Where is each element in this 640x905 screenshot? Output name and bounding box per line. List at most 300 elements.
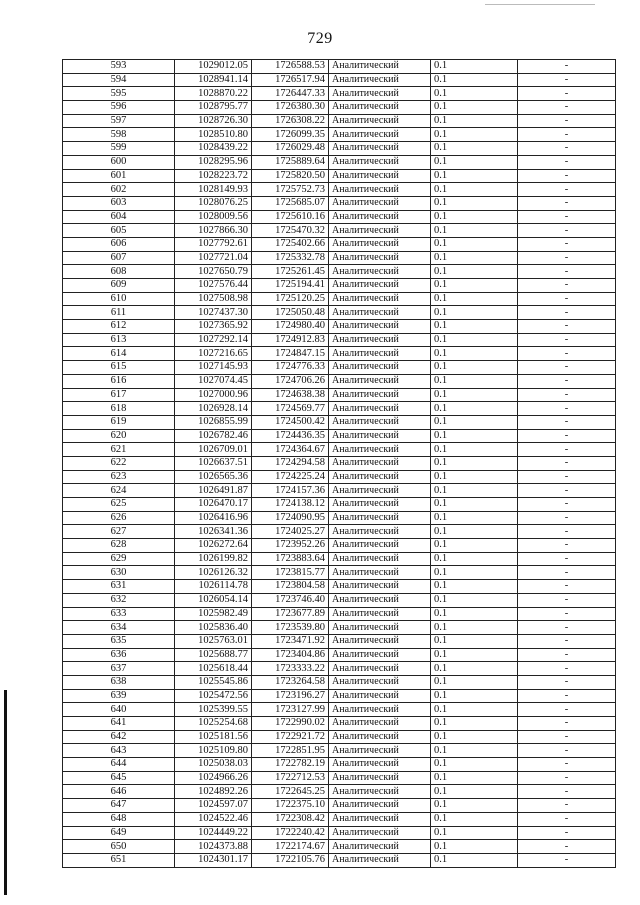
- top-edge-rule: [485, 4, 595, 5]
- y-coordinate-cell: 1724436.35: [252, 429, 329, 443]
- accuracy-cell: 0.1: [431, 511, 518, 525]
- coordinates-table-body: [63, 60, 616, 868]
- method-cell: Аналитический: [329, 552, 431, 566]
- accuracy-cell: 0.1: [431, 237, 518, 251]
- table-row: [63, 703, 616, 717]
- y-coordinate-cell: 1725470.32: [252, 224, 329, 238]
- method-cell: Аналитический: [329, 812, 431, 826]
- y-coordinate-cell: 1725332.78: [252, 251, 329, 265]
- table-row: [63, 87, 616, 101]
- x-coordinate-cell: 1027721.04: [175, 251, 252, 265]
- point-number-cell: 605: [63, 224, 175, 238]
- x-coordinate-cell: 1025618.44: [175, 662, 252, 676]
- y-coordinate-cell: 1724090.95: [252, 511, 329, 525]
- note-cell: -: [518, 634, 616, 648]
- accuracy-cell: 0.1: [431, 210, 518, 224]
- method-cell: Аналитический: [329, 799, 431, 813]
- point-number-cell: 620: [63, 429, 175, 443]
- method-cell: Аналитический: [329, 73, 431, 87]
- x-coordinate-cell: 1026637.51: [175, 456, 252, 470]
- accuracy-cell: 0.1: [431, 607, 518, 621]
- note-cell: -: [518, 456, 616, 470]
- accuracy-cell: 0.1: [431, 265, 518, 279]
- accuracy-cell: 0.1: [431, 196, 518, 210]
- x-coordinate-cell: 1027000.96: [175, 388, 252, 402]
- point-number-cell: 628: [63, 539, 175, 553]
- y-coordinate-cell: 1724569.77: [252, 402, 329, 416]
- note-cell: -: [518, 361, 616, 375]
- table-row: [63, 128, 616, 142]
- table-row: [63, 361, 616, 375]
- table-row: [63, 251, 616, 265]
- point-number-cell: 630: [63, 566, 175, 580]
- accuracy-cell: 0.1: [431, 621, 518, 635]
- note-cell: -: [518, 60, 616, 74]
- point-number-cell: 635: [63, 634, 175, 648]
- table-row: [63, 265, 616, 279]
- note-cell: -: [518, 566, 616, 580]
- accuracy-cell: 0.1: [431, 347, 518, 361]
- table-row: [63, 730, 616, 744]
- note-cell: -: [518, 607, 616, 621]
- y-coordinate-cell: 1722375.10: [252, 799, 329, 813]
- note-cell: -: [518, 785, 616, 799]
- method-cell: Аналитический: [329, 251, 431, 265]
- point-number-cell: 633: [63, 607, 175, 621]
- note-cell: -: [518, 196, 616, 210]
- note-cell: -: [518, 826, 616, 840]
- point-number-cell: 619: [63, 415, 175, 429]
- accuracy-cell: 0.1: [431, 566, 518, 580]
- point-number-cell: 597: [63, 114, 175, 128]
- note-cell: -: [518, 443, 616, 457]
- accuracy-cell: 0.1: [431, 429, 518, 443]
- table-row: [63, 402, 616, 416]
- y-coordinate-cell: 1724638.38: [252, 388, 329, 402]
- method-cell: Аналитический: [329, 511, 431, 525]
- method-cell: Аналитический: [329, 279, 431, 293]
- y-coordinate-cell: 1722851.95: [252, 744, 329, 758]
- x-coordinate-cell: 1026855.99: [175, 415, 252, 429]
- y-coordinate-cell: 1724500.42: [252, 415, 329, 429]
- table-row: [63, 114, 616, 128]
- accuracy-cell: 0.1: [431, 224, 518, 238]
- note-cell: -: [518, 169, 616, 183]
- table-row: [63, 634, 616, 648]
- method-cell: Аналитический: [329, 621, 431, 635]
- y-coordinate-cell: 1726029.48: [252, 142, 329, 156]
- table-row: [63, 388, 616, 402]
- x-coordinate-cell: 1027145.93: [175, 361, 252, 375]
- method-cell: Аналитический: [329, 785, 431, 799]
- x-coordinate-cell: 1028870.22: [175, 87, 252, 101]
- note-cell: -: [518, 101, 616, 115]
- y-coordinate-cell: 1724294.58: [252, 456, 329, 470]
- x-coordinate-cell: 1024373.88: [175, 840, 252, 854]
- x-coordinate-cell: 1027437.30: [175, 306, 252, 320]
- y-coordinate-cell: 1724025.27: [252, 525, 329, 539]
- y-coordinate-cell: 1723746.40: [252, 593, 329, 607]
- x-coordinate-cell: 1028076.25: [175, 196, 252, 210]
- x-coordinate-cell: 1027576.44: [175, 279, 252, 293]
- method-cell: Аналитический: [329, 484, 431, 498]
- point-number-cell: 637: [63, 662, 175, 676]
- method-cell: Аналитический: [329, 183, 431, 197]
- accuracy-cell: 0.1: [431, 662, 518, 676]
- method-cell: Аналитический: [329, 306, 431, 320]
- y-coordinate-cell: 1722645.25: [252, 785, 329, 799]
- method-cell: Аналитический: [329, 853, 431, 867]
- x-coordinate-cell: 1028439.22: [175, 142, 252, 156]
- y-coordinate-cell: 1723196.27: [252, 689, 329, 703]
- point-number-cell: 611: [63, 306, 175, 320]
- table-row: [63, 826, 616, 840]
- point-number-cell: 600: [63, 155, 175, 169]
- point-number-cell: 615: [63, 361, 175, 375]
- table-row: [63, 415, 616, 429]
- y-coordinate-cell: 1726380.30: [252, 101, 329, 115]
- method-cell: Аналитический: [329, 347, 431, 361]
- table-row: [63, 237, 616, 251]
- y-coordinate-cell: 1722240.42: [252, 826, 329, 840]
- y-coordinate-cell: 1724138.12: [252, 498, 329, 512]
- accuracy-cell: 0.1: [431, 361, 518, 375]
- y-coordinate-cell: 1723404.86: [252, 648, 329, 662]
- note-cell: -: [518, 744, 616, 758]
- method-cell: Аналитический: [329, 703, 431, 717]
- accuracy-cell: 0.1: [431, 320, 518, 334]
- point-number-cell: 598: [63, 128, 175, 142]
- note-cell: -: [518, 210, 616, 224]
- note-cell: -: [518, 306, 616, 320]
- x-coordinate-cell: 1028510.80: [175, 128, 252, 142]
- point-number-cell: 616: [63, 374, 175, 388]
- note-cell: -: [518, 292, 616, 306]
- note-cell: -: [518, 525, 616, 539]
- x-coordinate-cell: 1028795.77: [175, 101, 252, 115]
- accuracy-cell: 0.1: [431, 484, 518, 498]
- method-cell: Аналитический: [329, 607, 431, 621]
- point-number-cell: 614: [63, 347, 175, 361]
- x-coordinate-cell: 1026565.36: [175, 470, 252, 484]
- note-cell: -: [518, 498, 616, 512]
- y-coordinate-cell: 1724980.40: [252, 320, 329, 334]
- point-number-cell: 640: [63, 703, 175, 717]
- note-cell: -: [518, 812, 616, 826]
- accuracy-cell: 0.1: [431, 799, 518, 813]
- y-coordinate-cell: 1724157.36: [252, 484, 329, 498]
- point-number-cell: 629: [63, 552, 175, 566]
- accuracy-cell: 0.1: [431, 771, 518, 785]
- method-cell: Аналитический: [329, 114, 431, 128]
- method-cell: Аналитический: [329, 196, 431, 210]
- table-row: [63, 607, 616, 621]
- note-cell: -: [518, 87, 616, 101]
- table-row: [63, 429, 616, 443]
- note-cell: -: [518, 402, 616, 416]
- y-coordinate-cell: 1723539.80: [252, 621, 329, 635]
- point-number-cell: 617: [63, 388, 175, 402]
- x-coordinate-cell: 1026928.14: [175, 402, 252, 416]
- point-number-cell: 608: [63, 265, 175, 279]
- y-coordinate-cell: 1725402.66: [252, 237, 329, 251]
- accuracy-cell: 0.1: [431, 539, 518, 553]
- method-cell: Аналитический: [329, 224, 431, 238]
- method-cell: Аналитический: [329, 580, 431, 594]
- x-coordinate-cell: 1025254.68: [175, 717, 252, 731]
- point-number-cell: 621: [63, 443, 175, 457]
- table-row: [63, 539, 616, 553]
- method-cell: Аналитический: [329, 101, 431, 115]
- y-coordinate-cell: 1724706.26: [252, 374, 329, 388]
- accuracy-cell: 0.1: [431, 634, 518, 648]
- table-row: [63, 840, 616, 854]
- x-coordinate-cell: 1026491.87: [175, 484, 252, 498]
- accuracy-cell: 0.1: [431, 744, 518, 758]
- note-cell: -: [518, 771, 616, 785]
- x-coordinate-cell: 1025181.56: [175, 730, 252, 744]
- note-cell: -: [518, 347, 616, 361]
- note-cell: -: [518, 853, 616, 867]
- method-cell: Аналитический: [329, 443, 431, 457]
- point-number-cell: 650: [63, 840, 175, 854]
- y-coordinate-cell: 1723127.99: [252, 703, 329, 717]
- x-coordinate-cell: 1028295.96: [175, 155, 252, 169]
- accuracy-cell: 0.1: [431, 73, 518, 87]
- accuracy-cell: 0.1: [431, 114, 518, 128]
- point-number-cell: 646: [63, 785, 175, 799]
- accuracy-cell: 0.1: [431, 388, 518, 402]
- method-cell: Аналитический: [329, 237, 431, 251]
- x-coordinate-cell: 1028941.14: [175, 73, 252, 87]
- accuracy-cell: 0.1: [431, 183, 518, 197]
- note-cell: -: [518, 717, 616, 731]
- method-cell: Аналитический: [329, 730, 431, 744]
- method-cell: Аналитический: [329, 539, 431, 553]
- accuracy-cell: 0.1: [431, 333, 518, 347]
- note-cell: -: [518, 388, 616, 402]
- y-coordinate-cell: 1724847.15: [252, 347, 329, 361]
- point-number-cell: 622: [63, 456, 175, 470]
- table-row: [63, 183, 616, 197]
- accuracy-cell: 0.1: [431, 292, 518, 306]
- x-coordinate-cell: 1027650.79: [175, 265, 252, 279]
- point-number-cell: 625: [63, 498, 175, 512]
- note-cell: -: [518, 415, 616, 429]
- x-coordinate-cell: 1028726.30: [175, 114, 252, 128]
- point-number-cell: 644: [63, 758, 175, 772]
- table-row: [63, 662, 616, 676]
- y-coordinate-cell: 1724776.33: [252, 361, 329, 375]
- table-row: [63, 60, 616, 74]
- accuracy-cell: 0.1: [431, 470, 518, 484]
- x-coordinate-cell: 1025472.56: [175, 689, 252, 703]
- method-cell: Аналитический: [329, 498, 431, 512]
- table-row: [63, 853, 616, 867]
- table-row: [63, 155, 616, 169]
- note-cell: -: [518, 333, 616, 347]
- table-row: [63, 785, 616, 799]
- accuracy-cell: 0.1: [431, 675, 518, 689]
- accuracy-cell: 0.1: [431, 443, 518, 457]
- point-number-cell: 641: [63, 717, 175, 731]
- table-row: [63, 498, 616, 512]
- note-cell: -: [518, 580, 616, 594]
- table-row: [63, 511, 616, 525]
- x-coordinate-cell: 1026782.46: [175, 429, 252, 443]
- y-coordinate-cell: 1725752.73: [252, 183, 329, 197]
- y-coordinate-cell: 1724364.67: [252, 443, 329, 457]
- y-coordinate-cell: 1725120.25: [252, 292, 329, 306]
- table-row: [63, 443, 616, 457]
- accuracy-cell: 0.1: [431, 402, 518, 416]
- point-number-cell: 626: [63, 511, 175, 525]
- y-coordinate-cell: 1723804.58: [252, 580, 329, 594]
- point-number-cell: 649: [63, 826, 175, 840]
- y-coordinate-cell: 1725050.48: [252, 306, 329, 320]
- y-coordinate-cell: 1724912.83: [252, 333, 329, 347]
- method-cell: Аналитический: [329, 415, 431, 429]
- table-row: [63, 224, 616, 238]
- method-cell: Аналитический: [329, 333, 431, 347]
- note-cell: -: [518, 689, 616, 703]
- method-cell: Аналитический: [329, 402, 431, 416]
- note-cell: -: [518, 593, 616, 607]
- note-cell: -: [518, 224, 616, 238]
- accuracy-cell: 0.1: [431, 689, 518, 703]
- x-coordinate-cell: 1025109.80: [175, 744, 252, 758]
- point-number-cell: 595: [63, 87, 175, 101]
- y-coordinate-cell: 1722174.67: [252, 840, 329, 854]
- point-number-cell: 612: [63, 320, 175, 334]
- accuracy-cell: 0.1: [431, 717, 518, 731]
- point-number-cell: 606: [63, 237, 175, 251]
- method-cell: Аналитический: [329, 840, 431, 854]
- note-cell: -: [518, 237, 616, 251]
- table-row: [63, 484, 616, 498]
- accuracy-cell: 0.1: [431, 552, 518, 566]
- point-number-cell: 623: [63, 470, 175, 484]
- accuracy-cell: 0.1: [431, 758, 518, 772]
- y-coordinate-cell: 1722712.53: [252, 771, 329, 785]
- note-cell: -: [518, 320, 616, 334]
- point-number-cell: 648: [63, 812, 175, 826]
- method-cell: Аналитический: [329, 60, 431, 74]
- table-row: [63, 73, 616, 87]
- x-coordinate-cell: 1024449.22: [175, 826, 252, 840]
- x-coordinate-cell: 1025836.40: [175, 621, 252, 635]
- table-row: [63, 799, 616, 813]
- note-cell: -: [518, 429, 616, 443]
- method-cell: Аналитический: [329, 292, 431, 306]
- x-coordinate-cell: 1026341.36: [175, 525, 252, 539]
- table-row: [63, 675, 616, 689]
- y-coordinate-cell: 1722990.02: [252, 717, 329, 731]
- method-cell: Аналитический: [329, 593, 431, 607]
- note-cell: -: [518, 183, 616, 197]
- point-number-cell: 645: [63, 771, 175, 785]
- table-row: [63, 169, 616, 183]
- table-row: [63, 374, 616, 388]
- accuracy-cell: 0.1: [431, 374, 518, 388]
- x-coordinate-cell: 1025399.55: [175, 703, 252, 717]
- table-row: [63, 744, 616, 758]
- accuracy-cell: 0.1: [431, 60, 518, 74]
- x-coordinate-cell: 1026272.64: [175, 539, 252, 553]
- method-cell: Аналитический: [329, 566, 431, 580]
- note-cell: -: [518, 703, 616, 717]
- y-coordinate-cell: 1725261.45: [252, 265, 329, 279]
- point-number-cell: 638: [63, 675, 175, 689]
- accuracy-cell: 0.1: [431, 525, 518, 539]
- accuracy-cell: 0.1: [431, 812, 518, 826]
- point-number-cell: 636: [63, 648, 175, 662]
- method-cell: Аналитический: [329, 265, 431, 279]
- point-number-cell: 642: [63, 730, 175, 744]
- accuracy-cell: 0.1: [431, 155, 518, 169]
- table-row: [63, 566, 616, 580]
- x-coordinate-cell: 1024301.17: [175, 853, 252, 867]
- table-row: [63, 320, 616, 334]
- table-row: [63, 142, 616, 156]
- y-coordinate-cell: 1723883.64: [252, 552, 329, 566]
- method-cell: Аналитический: [329, 155, 431, 169]
- y-coordinate-cell: 1723471.92: [252, 634, 329, 648]
- note-cell: -: [518, 155, 616, 169]
- table-row: [63, 758, 616, 772]
- x-coordinate-cell: 1027292.14: [175, 333, 252, 347]
- x-coordinate-cell: 1026114.78: [175, 580, 252, 594]
- method-cell: Аналитический: [329, 128, 431, 142]
- point-number-cell: 639: [63, 689, 175, 703]
- accuracy-cell: 0.1: [431, 580, 518, 594]
- y-coordinate-cell: 1723264.58: [252, 675, 329, 689]
- point-number-cell: 607: [63, 251, 175, 265]
- point-number-cell: 613: [63, 333, 175, 347]
- x-coordinate-cell: 1025545.86: [175, 675, 252, 689]
- y-coordinate-cell: 1726308.22: [252, 114, 329, 128]
- method-cell: Аналитический: [329, 826, 431, 840]
- x-coordinate-cell: 1027792.61: [175, 237, 252, 251]
- y-coordinate-cell: 1725194.41: [252, 279, 329, 293]
- x-coordinate-cell: 1024597.07: [175, 799, 252, 813]
- table-row: [63, 552, 616, 566]
- coordinates-table: [62, 59, 616, 868]
- note-cell: -: [518, 374, 616, 388]
- y-coordinate-cell: 1725685.07: [252, 196, 329, 210]
- accuracy-cell: 0.1: [431, 648, 518, 662]
- x-coordinate-cell: 1026470.17: [175, 498, 252, 512]
- method-cell: Аналитический: [329, 525, 431, 539]
- x-coordinate-cell: 1026709.01: [175, 443, 252, 457]
- x-coordinate-cell: 1027508.98: [175, 292, 252, 306]
- accuracy-cell: 0.1: [431, 279, 518, 293]
- point-number-cell: 643: [63, 744, 175, 758]
- accuracy-cell: 0.1: [431, 87, 518, 101]
- note-cell: -: [518, 142, 616, 156]
- point-number-cell: 604: [63, 210, 175, 224]
- y-coordinate-cell: 1725820.50: [252, 169, 329, 183]
- y-coordinate-cell: 1726517.94: [252, 73, 329, 87]
- y-coordinate-cell: 1726588.53: [252, 60, 329, 74]
- note-cell: -: [518, 662, 616, 676]
- x-coordinate-cell: 1028223.72: [175, 169, 252, 183]
- point-number-cell: 601: [63, 169, 175, 183]
- table-row: [63, 101, 616, 115]
- page-number: 729: [307, 30, 333, 47]
- y-coordinate-cell: 1723815.77: [252, 566, 329, 580]
- point-number-cell: 610: [63, 292, 175, 306]
